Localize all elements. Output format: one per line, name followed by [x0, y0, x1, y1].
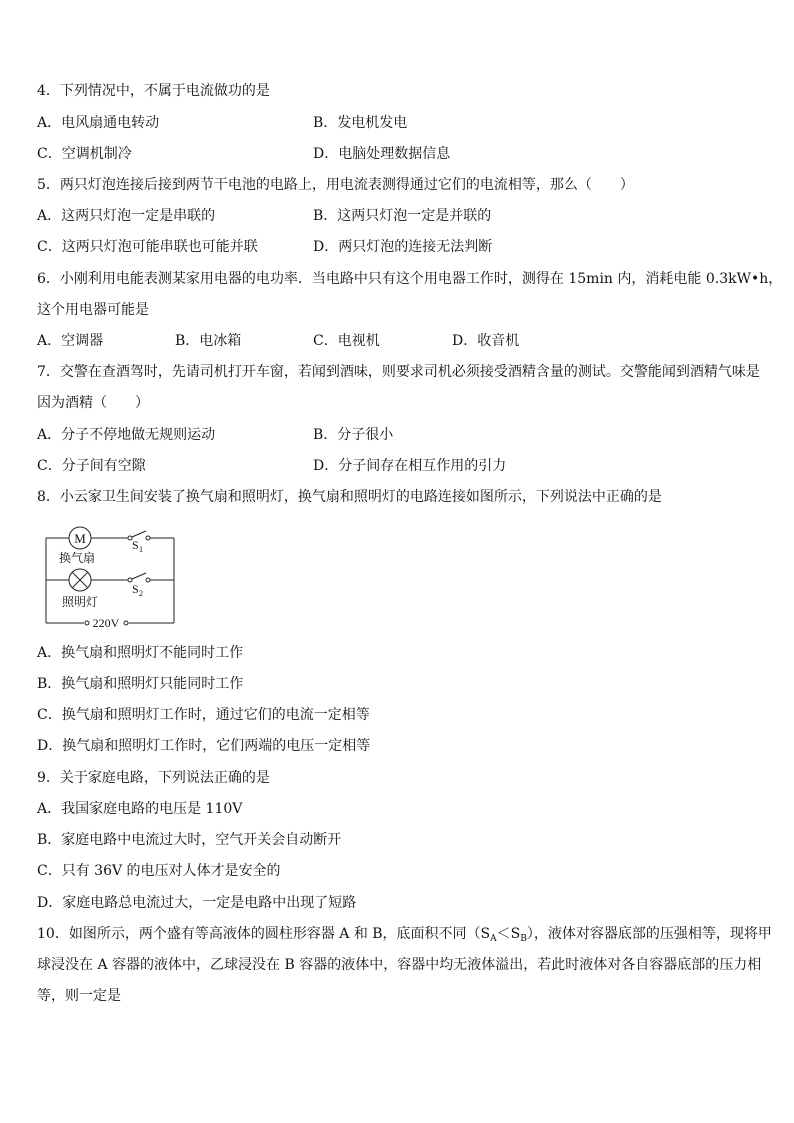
switch1-label: S — [132, 538, 139, 552]
switch2-subscript: 2 — [139, 589, 143, 598]
q4-option-b: B．发电机发电 — [313, 115, 408, 131]
q5-option-c: C．这两只灯泡可能串联也可能并联 — [37, 239, 258, 255]
q8-option-a: A．换气扇和照明灯不能同时工作 — [37, 645, 244, 661]
q5-option-b: B．这两只灯泡一定是并联的 — [313, 208, 492, 224]
q9-option-d: D．家庭电路总电流过大，一定是电路中出现了短路 — [37, 895, 357, 911]
q6-option-d: D．收音机 — [452, 333, 520, 349]
q8-stem: 8．小云家卫生间安装了换气扇和照明灯，换气扇和照明灯的电路连接如图所示，下列说法中正确的是 — [37, 489, 662, 505]
supply-terminal-right — [124, 621, 128, 625]
q10-stem-line3: 等，则一定是 — [37, 988, 121, 1004]
voltage-label: 220V — [92, 616, 120, 630]
q6-option-a: A．空调器 — [37, 333, 104, 349]
q7-option-a: A．分子不停地做无规则运动 — [37, 427, 216, 443]
q6-stem-line2: 这个用电器可能是 — [37, 302, 149, 318]
q9-stem: 9．关于家庭电路，下列说法正确的是 — [37, 770, 270, 786]
switch2-blade — [132, 573, 146, 579]
q4-stem: 4．下列情况中，不属于电流做功的是 — [37, 83, 270, 99]
q9-option-a: A．我国家庭电路的电压是 110V — [37, 801, 243, 817]
switch2-label: S — [132, 582, 139, 596]
lamp-label: 照明灯 — [62, 595, 99, 609]
q8-option-b: B．换气扇和照明灯只能同时工作 — [37, 676, 244, 692]
q5-option-a: A．这两只灯泡一定是串联的 — [37, 208, 216, 224]
switch1-subscript: 1 — [139, 545, 143, 554]
q6-option-b: B．电冰箱 — [175, 333, 242, 349]
q7-option-b: B．分子很小 — [313, 427, 394, 443]
circuit-diagram — [40, 522, 190, 632]
switch1-contact-right — [146, 536, 150, 540]
switch2-contact-right — [146, 578, 150, 582]
fan-label: 换气扇 — [59, 551, 96, 565]
q9-option-b: B．家庭电路中电流过大时，空气开关会自动断开 — [37, 832, 342, 848]
q7-option-d: D．分子间存在相互作用的引力 — [313, 458, 507, 474]
q10-stem-line1: 10．如图所示，两个盛有等高液体的圆柱形容器 A 和 B，底面积不同$(S_A<S_B)$，液体对容器底部的压强相等，现将甲 — [37, 926, 772, 944]
switch1-blade — [132, 531, 146, 537]
q8-option-d: D．换气扇和照明灯工作时，它们两端的电压一定相等 — [37, 738, 371, 754]
q6-stem-line1: 6．小刚利用电能表测某家用电器的电功率．当电路中只有这个用电器工作时，测得在 15min 内，消耗电能 0.3kW•h， — [37, 271, 783, 287]
q6-option-c: C．电视机 — [313, 333, 380, 349]
q7-stem-line2: 因为酒精（ ） — [37, 395, 149, 411]
q4-option-c: C．空调机制冷 — [37, 146, 132, 162]
q5-stem: 5．两只灯泡连接后接到两节干电池的电路上，用电流表测得通过它们的电流相等，那么（ ） — [37, 177, 634, 193]
q5-option-d: D．两只灯泡的连接无法判断 — [313, 239, 493, 255]
q4-option-d: D．电脑处理数据信息 — [313, 146, 451, 162]
q9-option-c: C．只有 36V 的电压对人体才是安全的 — [37, 863, 281, 879]
q10-stem-line2: 球浸没在 A 容器的液体中，乙球浸没在 B 容器的液体中，容器中均无液体溢出，若此时液体对各自容器底部的压力相 — [37, 957, 762, 973]
q7-stem-line1: 7．交警在查酒驾时，先请司机打开车窗，若闻到酒味，则要求司机必须接受酒精含量的测试。交警能闻到酒精气味是 — [37, 364, 760, 380]
q8-option-c: C．换气扇和照明灯工作时，通过它们的电流一定相等 — [37, 707, 370, 723]
supply-terminal-left — [85, 621, 89, 625]
motor-label: M — [74, 531, 86, 546]
q7-option-c: C．分子间有空隙 — [37, 458, 146, 474]
q4-option-a: A．电风扇通电转动 — [37, 115, 160, 131]
